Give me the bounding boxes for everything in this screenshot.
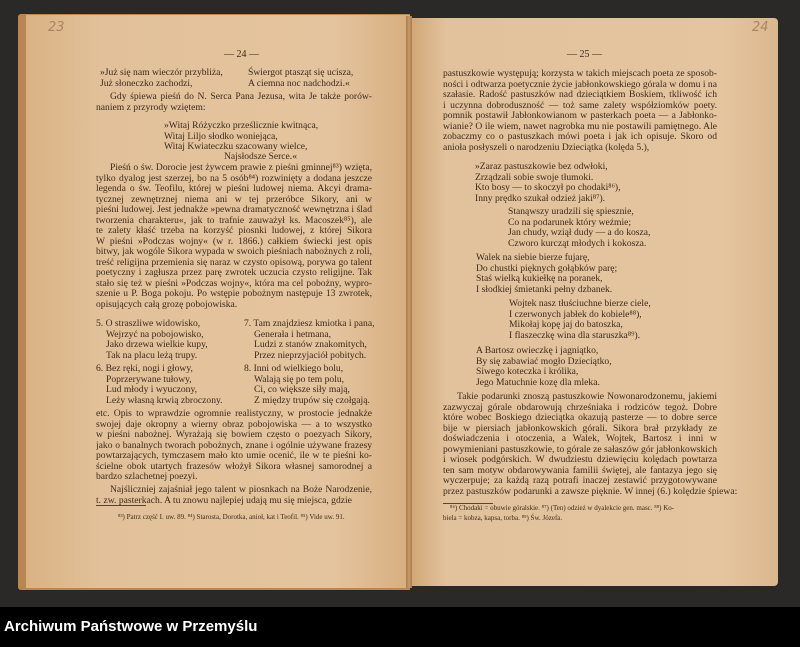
text-line: wyczerpuje; za każdą razą potrafi inaczej zestawić przygotowywane	[443, 476, 717, 486]
text-line: swojej daje okropny a wierny obraz pobojowiska — a to wszystko	[96, 419, 372, 430]
text-line: Witaj Kwiateczku szacowany wielce,	[164, 141, 308, 152]
text-line: pieśni ludowej. Jest jednakże »pewna dramatyczność wewnętrzna i ślad	[96, 205, 372, 215]
paragraph-right-page-para1	[443, 69, 717, 153]
text-line: Mikołaj kopę jaj do batoszka,	[509, 319, 623, 330]
text-line: Już słoneczko zachodzi,	[100, 77, 193, 89]
text-line: i uczynna dobroduszność — toż same zalety współziomków poety.	[443, 100, 717, 111]
text-line: ności i odtwarza poetycznie życie jabłonkowskiego górala w domu i na	[443, 79, 717, 90]
text-line: Kto bosy — to skoczył po chodaki⁸⁶),	[475, 182, 621, 193]
text-line: Co na podarunek który weźmie;	[508, 216, 632, 228]
text-line: treść religijna przemienia się naraz w czysto opisową, porywa go talent	[96, 257, 372, 268]
text-line: Jego Matuchnie kozę dla mleka.	[476, 376, 600, 388]
paragraph-left-page-para2	[96, 163, 372, 310]
paragraph-left-page-para4	[96, 485, 372, 506]
text-line: naniem z przyrody wziętem:	[96, 101, 206, 113]
poem-right-page-poem4	[509, 299, 651, 341]
stanza-left-page-stanza6	[96, 364, 223, 406]
text-line: pastuszkowie występują; korzysta w takich miejscach poeta ze sposob-	[443, 69, 717, 79]
text-line: Do chustki pięknych gołąbków parę;	[476, 262, 618, 274]
poem-left-page-poem1	[164, 121, 318, 153]
text-line: »Witaj Różyczko prześlicznie kwitnąca,	[164, 120, 319, 131]
text-line: etc. Opis to wprawdzie ogromnie realistyczny, w prostocie jednakże	[96, 409, 372, 419]
paragraph-left-page-para3	[96, 409, 372, 483]
poem-right-page-poem2	[508, 207, 650, 249]
text-line: szałasie. Radość pastuszków nad dzieciątkiem Boskiem, tkliwość ich	[443, 90, 717, 100]
text-line: legenda o św. Teofilu, której w pieśni ludowej niema. Akcyi drama-	[96, 184, 372, 194]
text-line: które wobec Boskiego dzieciątka okazują pasterze — to dobre serce	[443, 413, 717, 423]
text-line: Walają się po tem polu,	[254, 373, 345, 385]
text-line: Zrządzali sobie swoje tłumoki.	[475, 171, 594, 183]
text-line: Jako drzewa wielkie kupy,	[106, 339, 208, 350]
text-line: Leży własną krwią zbroczony.	[106, 394, 223, 406]
text-line: doświadczenia i otoczenia, a Walek, Wojtek, Bartosz i inni w	[443, 434, 717, 444]
text-line: Wojtek nasz tłuściuchne bierze ciele,	[509, 298, 651, 309]
text-line: ścielne obok utartych frazesów włożył Sikora własnej samorodnej a	[96, 461, 372, 472]
text-line: I słodkiej śmietanki pełny dzbanek.	[476, 283, 613, 295]
text-line: 8. Inni od wielkiego bolu,	[244, 363, 344, 374]
footnote-rule-right	[443, 503, 493, 504]
poem-right-page-poem3	[476, 253, 617, 295]
poem-closing-line: Najsłodsze Serce.«	[224, 151, 297, 162]
text-line: anioła posłyszeli o narodzeniu Dzieciątka (kolęda 5.),	[443, 141, 650, 153]
text-line: tworzenia charakteru«, jak to trafnie zauważył ks. Macoszek⁸⁵), ale	[96, 215, 372, 226]
paragraph-left-page-para1	[96, 92, 372, 113]
text-line: w pieśni nabożnej. Wyrażają się bowiem często o poezyach Sikory,	[96, 430, 372, 440]
text-line: »Już się nam wieczór przybliża,	[100, 67, 223, 78]
couplet-left-left-page-couplet-left	[100, 68, 223, 89]
text-line: Siwego koteczka i królika,	[476, 366, 579, 377]
archive-label: Archiwum Państwowe w Przemyślu	[4, 618, 258, 635]
text-line: Świergot ptasząt się ucisza,	[248, 67, 354, 78]
stanza-left-page-stanza5	[96, 319, 208, 361]
text-line: Inny prędko szukał odzież jaki⁸⁷).	[475, 192, 606, 204]
stanza-left-page-stanza8	[244, 364, 370, 406]
text-line: I flaszeczkę wina dla staruszka⁸⁹).	[509, 329, 641, 341]
text-line: Takie podarunki znoszą pastuszkowie Nowonarodzonemu, jakiemi	[457, 392, 717, 402]
text-line: Jan chudy, wziął dudy — a do kosza,	[508, 227, 651, 238]
text-line: 7. Tam znajdziesz kmiotka i pana,	[244, 318, 375, 329]
text-line: jako o banalnych tworach pobożnych, znane i ogólnie używane frazesy	[96, 440, 372, 451]
footnote-rule-left	[96, 505, 146, 506]
archive-footer	[0, 607, 800, 647]
poem-right-page-poem5	[476, 346, 612, 388]
text-line: przez pastuszków podarunki a zawsze pięknie. W innej (6.) kolędzie śpiewa:	[443, 485, 738, 497]
text-line: Najśliczniej zajaśniał jego talent w piosnkach na Boże Narodzenie,	[110, 485, 372, 495]
text-line: Ci, co większe siły mają,	[254, 384, 350, 395]
text-line: 5. O straszliwe widowisko,	[96, 318, 201, 329]
pencil-folio-right: 24	[752, 20, 769, 35]
text-line: Przez nieprzyjaciół pobitych.	[254, 349, 367, 361]
text-line: A ciemna noc nadchodzi.«	[248, 77, 350, 89]
text-line: szenie u P. Boga pokoju. Po wstępie pobożnym następuje 13 zwrotek,	[96, 289, 372, 299]
text-line: Pieśń o św. Dorocie jest żywcem prawie z pieśni gminnej⁸³) wzięta,	[110, 163, 372, 173]
text-line: zobaczmy co o pastuszkach mówi poeta i jak ich opisuje. Skoro od	[443, 132, 717, 142]
text-line: bitwy, jak wogóle Sikora wypada w swoich pieśniach nabożnych z roli,	[96, 247, 372, 257]
text-line: te zalety kłaść trzeba na korzyść piosnki ludowej, z której Sikora	[96, 226, 372, 236]
text-line: I czerwonych jabłek do kobiele⁸⁸),	[509, 308, 642, 320]
text-line: Czworo kurcząt młodych i kokosza.	[508, 237, 647, 249]
text-line: wianie? O ile wiem, nawet nagrobka mu nie postawili pamiętnego. Ale	[443, 121, 717, 132]
page-number-left: — 24 —	[224, 49, 259, 60]
text-line: Staś wielką kukiełkę na poranek,	[476, 273, 603, 284]
footnote: ⁸³) Patrz część I. uw. 89. ⁸⁴) Starosta, Dorotka, anioł, kat i Teofil. ⁸⁵) Vide uw. 91.	[118, 513, 345, 521]
text-line: A Bartosz owieczkę i jagniątko,	[476, 345, 599, 356]
text-line: Witaj Liljo słodko woniejąca,	[164, 130, 278, 142]
text-line: t. zw. pasterkach. A tu znowu najlepiej udają mu się miejsca, gdzie	[96, 494, 352, 506]
text-line: zazwyczaj górale obdarowują chrześniaka i rodziców tegoż. Dobre	[443, 402, 717, 413]
text-line: 6. Bez ręki, nogi i głowy,	[96, 363, 193, 374]
text-line: Poprzerywane tułowy,	[106, 373, 192, 385]
text-line: Stanąwszy uradzili się spiesznie,	[508, 206, 634, 217]
footnote: ⁸⁶) Chodaki = obuwie góralskie. ⁸⁷) (Ten) odzież w dyalekcie gen. masc. ⁸⁸) Ko-	[450, 504, 675, 512]
text-line: stało się też w pieśni »Podczas wojny«, która ma cel pobożny, wypro-	[96, 278, 372, 289]
text-line: poetyczny i zagłusza przez parę zwrotek uczucia czysto religijne. Tak	[96, 268, 372, 278]
footnote: biela = kobza, kapsa, torba. ⁸⁹) Św. Józefa.	[443, 514, 563, 522]
text-line: tycznej zewnętrznej niema ani w tej przeróbce Sikory, ani w	[96, 194, 372, 205]
text-line: Walek na siebie bierze fujarę,	[476, 252, 590, 263]
stanza-left-page-stanza7	[244, 319, 375, 361]
text-line: Tak na placu leżą trupy.	[106, 349, 198, 361]
text-line: powymieniani pastuszkowie, to górale ze sałaszów gór jabłonkowskich	[443, 444, 717, 455]
text-line: i wiosek podgórskich. W dwudziestu dziewięciu kolędach powtarza	[443, 455, 717, 465]
text-line: Ludzi z stanów znakomitych,	[254, 339, 367, 350]
text-line: Generała i hetmana,	[254, 328, 331, 340]
text-line: powtarzających, tymczasem mało kto umie ocenić, ile w te pieśni ko-	[96, 451, 372, 461]
paragraph-right-page-para2	[443, 392, 738, 497]
text-line: opisujących całą grozę pobojowiska.	[96, 298, 238, 310]
text-line: By się zabawiać mogło Dzieciątko,	[476, 355, 612, 367]
couplet-right-left-page-couplet-right	[248, 68, 353, 89]
text-line: Wejrzyć na pobojowisko,	[106, 328, 204, 340]
text-line: bije w piersiach jabłonkowskich górali. Sikora brał przykłady ze	[443, 423, 717, 434]
pencil-folio-left: 23	[48, 20, 65, 35]
text-line: pomnik postawił Jabłonkowianom w pasterkach poeta — a Jabłonko-	[443, 111, 717, 121]
text-line: »Zaraz pastuszkowie bez odwłoki,	[475, 161, 608, 172]
text-line: tylko dyalog jest szerzej, bo na 5 osób⁸⁴) rozwinięty a dodana jeszcze	[96, 173, 372, 184]
text-line: ten sam motyw obdarowywania familii świętej, ale fantazya jego się	[443, 465, 717, 476]
text-line: bardzo szlachetnej poezyi.	[96, 471, 198, 482]
page-number-right: — 25 —	[567, 49, 602, 60]
text-line: Lud młody i wyuczony,	[106, 384, 198, 395]
text-line: Gdy śpiewa pieśń do N. Serca Pana Jezusa, wita Je także porów-	[110, 92, 372, 102]
poem-right-page-poem1	[475, 162, 621, 204]
book-gutter	[406, 16, 412, 588]
text-line: Z między trupów się czołgają.	[254, 394, 370, 406]
text-line: W pieśni »Podczas wojny« (w r. 1866.) całkiem świecki jest opis	[96, 236, 372, 247]
